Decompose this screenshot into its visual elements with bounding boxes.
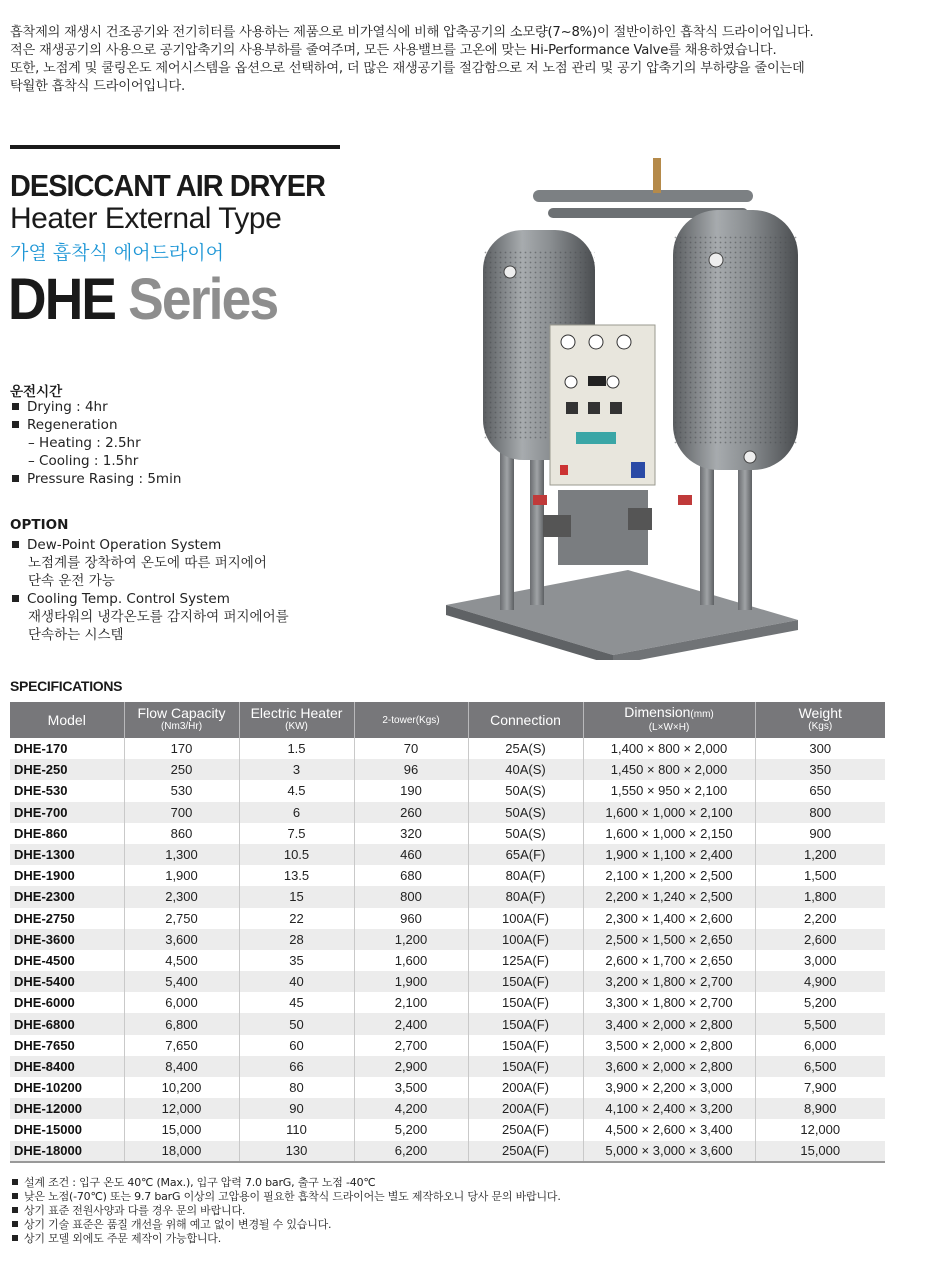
intro-paragraph (10, 24, 915, 96)
table-cell: 12,000 (800, 1122, 841, 1138)
table-cell: 2,300 × 1,400 × 2,600 (583, 908, 755, 929)
specifications-heading: SPECIFICATIONS (10, 678, 123, 694)
series-code: DHE (8, 267, 116, 332)
table-cell: DHE-860 (10, 823, 124, 844)
table-row (10, 908, 885, 929)
table-row (10, 1035, 885, 1056)
note-item: 상기 표준 전원사양과 다를 경우 문의 바랍니다. (12, 1204, 561, 1218)
table-cell: DHE-3600 (10, 929, 124, 950)
table-cell: 10,200 (124, 1077, 239, 1098)
table-cell: 2,300 (124, 886, 239, 907)
list-item: 단속 운전 가능 (28, 573, 115, 589)
table-cell: 6,500 (755, 1056, 885, 1077)
table-cell: 4,100 × 2,400 × 3,200 (583, 1098, 755, 1119)
table-cell: 1,600 (354, 950, 468, 971)
table-cell: 80A(F) (468, 886, 583, 907)
table-cell: 90 (239, 1098, 354, 1119)
intro-line: 적은 재생공기의 사용으로 공기압축기의 사용부하를 줄여주며, 모든 사용밸브를 고온에 맞는 Hi-Performance Valve를 채용하였습니다. (10, 43, 777, 58)
table-cell: 1,900 (354, 971, 468, 992)
table-cell: 12,000 (124, 1098, 239, 1119)
product-subtitle-korean: 가열 흡착식 에어드라이어 (10, 242, 224, 264)
table-cell: 700 (124, 802, 239, 823)
table-cell: 7,650 (124, 1035, 239, 1056)
table-cell: 4,200 (354, 1098, 468, 1119)
table-cell: 4,900 (755, 971, 885, 992)
table-cell: 1,550 × 950 × 2,100 (583, 780, 755, 801)
table-cell: 150A(F) (468, 1056, 583, 1077)
list-item: – Cooling : 1.5hr (28, 453, 139, 469)
table-cell: 6,000 (124, 992, 239, 1013)
table-cell: 45 (239, 992, 354, 1013)
table-cell: 1,200 (354, 929, 468, 950)
table-cell: 650 (809, 783, 832, 799)
notes-list (12, 1176, 561, 1246)
table-cell: 250 (124, 759, 239, 780)
table-cell: 125A(F) (468, 950, 583, 971)
table-cell: 2,600 (755, 929, 885, 950)
table-cell: 1,600 × 1,000 × 2,100 (583, 802, 755, 823)
table-cell: 3,200 × 1,800 × 2,700 (583, 971, 755, 992)
intro-line: 또한, 노점계 및 쿨링온도 제어시스템을 옵션으로 선택하여, 더 많은 재생공기를 절감함으로 저 노점 관리 및 공기 압축기의 부하량을 줄이는데 (10, 61, 805, 76)
table-cell: 2,500 × 1,500 × 2,650 (583, 929, 755, 950)
table-row (10, 865, 885, 886)
column-header-electric-heater: Electric Heater (KW) (239, 702, 354, 738)
list-item: Dew-Point Operation System (12, 536, 289, 554)
table-cell: 350 (755, 759, 885, 780)
table-cell: DHE-5400 (10, 971, 124, 992)
bullet-icon (12, 1179, 18, 1185)
table-cell: DHE-8400 (10, 1056, 124, 1077)
table-cell: 1,900 (124, 865, 239, 886)
table-cell: 4.5 (239, 780, 354, 801)
air-dryer-product-image (438, 150, 918, 660)
table-cell: 50A(S) (468, 802, 583, 823)
table-cell: 3,300 × 1,800 × 2,700 (583, 992, 755, 1013)
table-cell: 28 (239, 929, 354, 950)
bullet-icon (12, 1193, 18, 1199)
table-cell: 2,400 (354, 1013, 468, 1034)
table-cell: 150A(F) (468, 1035, 583, 1056)
bullet-icon (12, 475, 19, 482)
table-cell: 60 (239, 1035, 354, 1056)
bullet-icon (12, 1221, 18, 1227)
table-cell: 50A(S) (468, 823, 583, 844)
table-cell: DHE-6800 (10, 1013, 124, 1034)
table-cell: 900 (809, 825, 832, 841)
table-row (10, 971, 885, 992)
table-header-row (10, 702, 885, 738)
table-cell: 2,200 (803, 910, 837, 926)
column-header-model: Model (10, 702, 124, 738)
table-row (10, 1056, 885, 1077)
table-cell: 13.5 (239, 865, 354, 886)
table-cell: 66 (239, 1056, 354, 1077)
table-cell: 260 (354, 802, 468, 823)
table-cell: 15,000 (755, 1141, 885, 1162)
table-row (10, 802, 885, 823)
table-cell: DHE-250 (10, 759, 124, 780)
column-header-2-tower: 2-tower(Kgs) (354, 702, 468, 738)
table-cell: DHE-1300 (10, 844, 124, 865)
table-cell: 1,200 (755, 844, 885, 865)
table-cell: 5,200 (354, 1119, 468, 1140)
table-cell: 1,600 × 1,000 × 2,150 (583, 823, 755, 844)
table-cell: 65A(F) (468, 844, 583, 865)
table-cell: 150A(F) (468, 992, 583, 1013)
table-cell: 200A(F) (468, 1077, 583, 1098)
table-cell: DHE-700 (10, 802, 124, 823)
bullet-icon (12, 403, 19, 410)
note-item: 상기 모델 외에도 주문 제작이 가능합니다. (12, 1232, 561, 1246)
table-cell: 6,200 (354, 1141, 468, 1162)
table-cell: DHE-530 (10, 780, 124, 801)
table-cell: 3 (239, 759, 354, 780)
table-cell: 1,900 × 1,100 × 2,400 (583, 844, 755, 865)
series-word: Series (128, 267, 278, 332)
table-cell: 15 (239, 886, 354, 907)
table-cell: 3,400 × 2,000 × 2,800 (583, 1013, 755, 1034)
table-row (10, 780, 885, 801)
table-cell: 530 (124, 780, 239, 801)
list-item: Pressure Rasing : 5min (12, 470, 181, 488)
table-cell: DHE-10200 (10, 1077, 124, 1098)
table-cell: 8,900 (755, 1098, 885, 1119)
option-heading: OPTION (10, 517, 69, 533)
bullet-icon (12, 595, 19, 602)
table-cell: DHE-2300 (10, 886, 124, 907)
table-row (10, 992, 885, 1013)
table-cell: DHE-12000 (10, 1098, 124, 1119)
intro-line: 흡착제의 재생시 건조공기와 전기히터를 사용하는 제품으로 비가열식에 비해 압축공기의 소모량(7~8%)이 절반이하인 흡착식 드라이어입니다. (10, 25, 814, 40)
table-cell: 1,450 × 800 × 2,000 (583, 759, 755, 780)
table-cell: 680 (354, 865, 468, 886)
table-cell: 150A(F) (468, 971, 583, 992)
table-cell: 6,000 (803, 1037, 837, 1053)
table-cell: 150A(F) (468, 1013, 583, 1034)
table-cell: 5,200 (803, 995, 837, 1011)
table-cell: 200A(F) (468, 1098, 583, 1119)
table-cell: 2,750 (124, 908, 239, 929)
table-cell: 2,700 (354, 1035, 468, 1056)
table-cell: 3,900 × 2,200 × 3,000 (583, 1077, 755, 1098)
column-header-weight: Weight (Kgs) (755, 702, 885, 738)
table-cell: 8,400 (124, 1056, 239, 1077)
table-cell: 70 (354, 738, 468, 759)
table-cell: DHE-15000 (10, 1119, 124, 1140)
table-cell: DHE-7650 (10, 1035, 124, 1056)
intro-line: 탁월한 흡착식 드라이어입니다. (10, 79, 185, 94)
table-cell: 2,200 × 1,240 × 2,500 (583, 886, 755, 907)
table-cell: 4,500 (124, 950, 239, 971)
table-cell: 1,400 × 800 × 2,000 (583, 738, 755, 759)
table-row (10, 886, 885, 907)
operation-heading: 운전시간 (10, 384, 63, 400)
table-cell: 250A(F) (468, 1141, 583, 1162)
table-cell: 3,500 (354, 1077, 468, 1098)
table-cell: 35 (239, 950, 354, 971)
table-cell: 800 (354, 886, 468, 907)
table-cell: 7.5 (239, 823, 354, 844)
table-row (10, 844, 885, 865)
table-cell: 22 (239, 908, 354, 929)
column-header-connection: Connection (468, 702, 583, 738)
table-cell: 50 (239, 1013, 354, 1034)
table-cell: 5,000 × 3,000 × 3,600 (583, 1141, 755, 1162)
table-cell: 1,300 (124, 844, 239, 865)
table-cell: 300 (809, 741, 832, 757)
note-item: 설계 조건 : 입구 온도 40℃ (Max.), 입구 압력 7.0 barG, 출구 노점 -40℃ (12, 1176, 561, 1190)
table-row (10, 929, 885, 950)
table-cell: 3,600 (124, 929, 239, 950)
table-cell: 6,800 (124, 1013, 239, 1034)
table-cell: 5,500 (755, 1013, 885, 1034)
bullet-icon (12, 541, 19, 548)
table-cell: 18,000 (124, 1141, 239, 1162)
table-cell: 1.5 (239, 738, 354, 759)
table-cell: 40A(S) (468, 759, 583, 780)
table-cell: 2,100 (354, 992, 468, 1013)
table-cell: 2,100 × 1,200 × 2,500 (583, 865, 755, 886)
option-list (12, 536, 289, 644)
table-row (10, 1141, 885, 1162)
bullet-icon (12, 1207, 18, 1213)
table-cell: 320 (354, 823, 468, 844)
table-cell: DHE-4500 (10, 950, 124, 971)
specifications-table-body (10, 738, 885, 1162)
column-header-flow-capacity: Flow Capacity (Nm3/Hr) (124, 702, 239, 738)
product-subtitle: Heater External Type (10, 202, 282, 235)
table-cell: 800 (755, 802, 885, 823)
table-row (10, 738, 885, 759)
table-cell: DHE-1900 (10, 865, 124, 886)
table-row (10, 950, 885, 971)
table-cell: 110 (239, 1119, 354, 1140)
specifications-table (10, 702, 885, 1163)
table-row (10, 759, 885, 780)
table-cell: 2,600 × 1,700 × 2,650 (583, 950, 755, 971)
table-cell: DHE-6000 (10, 992, 124, 1013)
bullet-icon (12, 421, 19, 428)
table-cell: 170 (124, 738, 239, 759)
table-cell: 3,600 × 2,000 × 2,800 (583, 1056, 755, 1077)
series-name (8, 266, 277, 333)
table-cell: 860 (124, 823, 239, 844)
list-item: 노점계를 장착하여 온도에 따른 퍼지에어 (28, 555, 267, 571)
table-row (10, 1077, 885, 1098)
table-cell: 4,500 × 2,600 × 3,400 (583, 1119, 755, 1140)
table-cell: 460 (354, 844, 468, 865)
table-cell: 960 (354, 908, 468, 929)
title-divider (10, 145, 340, 149)
table-cell: DHE-2750 (10, 908, 124, 929)
table-cell: 3,000 (803, 952, 837, 968)
list-item: Drying : 4hr (12, 398, 181, 416)
list-item: 재생타워의 냉각온도를 감지하여 퍼지에어를 (28, 609, 289, 625)
table-cell: 50A(S) (468, 780, 583, 801)
table-row (10, 1013, 885, 1034)
bullet-icon (12, 1235, 18, 1241)
list-item: – Heating : 2.5hr (28, 435, 141, 451)
table-cell: 80 (239, 1077, 354, 1098)
product-title: DESICCANT AIR DRYER (10, 168, 325, 203)
table-cell: 2,900 (354, 1056, 468, 1077)
table-row (10, 823, 885, 844)
table-cell: 1,500 (803, 868, 837, 884)
table-cell: 40 (239, 971, 354, 992)
table-cell: 130 (239, 1141, 354, 1162)
table-cell: 100A(F) (468, 929, 583, 950)
table-row (10, 1119, 885, 1140)
table-row (10, 1098, 885, 1119)
list-item: Cooling Temp. Control System (12, 590, 289, 608)
operation-list (12, 398, 181, 488)
table-cell: 10.5 (239, 844, 354, 865)
table-cell: 6 (239, 802, 354, 823)
table-cell: 7,900 (803, 1080, 837, 1096)
table-cell: 1,800 (755, 886, 885, 907)
table-cell: 25A(S) (468, 738, 583, 759)
table-cell: DHE-170 (10, 738, 124, 759)
column-header-dimension: Dimension(mm) (L×W×H) (583, 702, 755, 738)
table-cell: 96 (354, 759, 468, 780)
table-cell: 15,000 (124, 1119, 239, 1140)
list-item: 단속하는 시스템 (28, 627, 124, 643)
note-item: 상기 기술 표준은 품질 개선을 위해 예고 없이 변경될 수 있습니다. (12, 1218, 561, 1232)
table-cell: 190 (354, 780, 468, 801)
table-cell: 3,500 × 2,000 × 2,800 (583, 1035, 755, 1056)
table-cell: DHE-18000 (10, 1141, 124, 1162)
table-cell: 250A(F) (468, 1119, 583, 1140)
table-cell: 100A(F) (468, 908, 583, 929)
list-item: Regeneration (12, 416, 181, 434)
table-cell: 5,400 (124, 971, 239, 992)
note-item: 낮은 노점(-70℃) 또는 9.7 barG 이상의 고압용이 필요한 흡착식 드라이어는 별도 제작하오니 당사 문의 바랍니다. (12, 1190, 561, 1204)
table-cell: 80A(F) (468, 865, 583, 886)
